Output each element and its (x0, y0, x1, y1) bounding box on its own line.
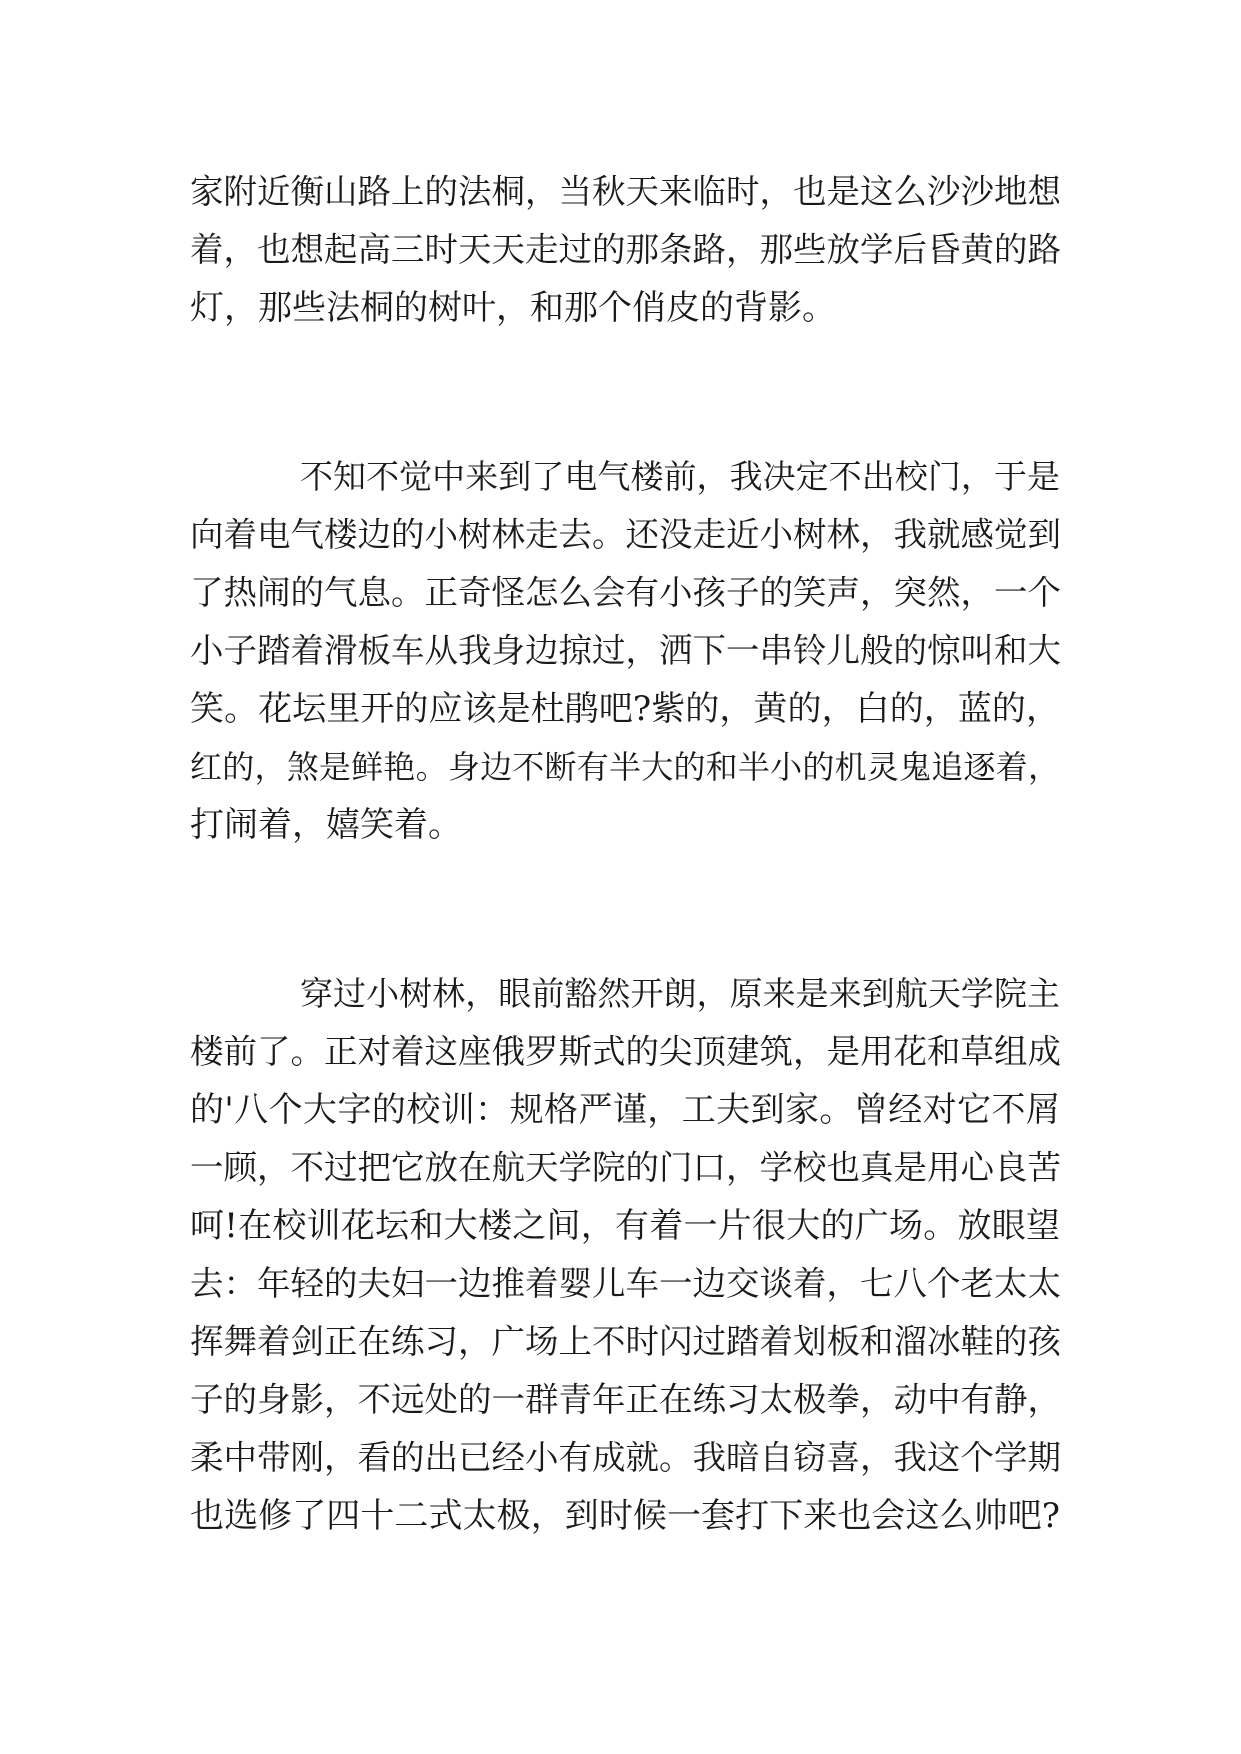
paragraph-2-line-5: 笑。花坛里开的应该是杜鹃吧?紫的，黄的，白的，蓝的， (190, 689, 1060, 729)
paragraph-3-line-2: 楼前了。正对着这座俄罗斯式的尖顶建筑，是用花和草组成 (190, 1032, 1061, 1071)
paragraph-2-line-3: 了热闹的气息。正奇怪怎么会有小孩子的笑声，突然，一个 (190, 573, 1061, 612)
paragraph-3-line-1: 穿过小树林，眼前豁然开朗，原来是来到航天学院主 (300, 974, 1060, 1013)
paragraph-1-line-3: 灯，那些法桐的树叶，和那个俏皮的背影。 (190, 288, 836, 328)
paragraph-3-line-9: 柔中带刚，看的出已经小有成就。我暗自窃喜，我这个学期 (190, 1438, 1061, 1477)
paragraph-2-line-4: 小子踏着滑板车从我身边掠过，洒下一串铃儿般的惊叫和大 (190, 631, 1061, 670)
paragraph-3-line-10: 也选修了四十二式太极，到时候一套打下来也会这么帅吧? (190, 1496, 1060, 1536)
paragraph-1-line-1: 家附近衡山路上的法桐，当秋天来临时，也是这么沙沙地想 (190, 172, 1061, 211)
paragraph-3-line-6: 去：年轻的夫妇一边推着婴儿车一边交谈着，七八个老太太 (190, 1264, 1061, 1303)
paragraph-2-line-7: 打闹着，嬉笑着。 (190, 805, 462, 845)
paragraph-3-line-8: 子的身影，不远处的一群青年正在练习太极拳，动中有静， (190, 1380, 1061, 1419)
paragraph-2-line-2: 向着电气楼边的小树林走去。还没走近小树林，我就感觉到 (190, 515, 1061, 554)
paragraph-3-line-7: 挥舞着剑正在练习，广场上不时闪过踏着划板和溜冰鞋的孩 (190, 1322, 1061, 1361)
paragraph-1-line-2: 着，也想起高三时天天走过的那条路，那些放学后昏黄的路 (190, 230, 1061, 269)
paragraph-3-line-5: 呵!在校训花坛和大楼之间，有着一片很大的广场。放眼望 (190, 1206, 1060, 1246)
paragraph-3-line-4: 一顾，不过把它放在航天学院的门口，学校也真是用心良苦 (190, 1148, 1061, 1187)
paragraph-2-line-1: 不知不觉中来到了电气楼前，我决定不出校门，于是 (300, 457, 1060, 496)
paragraph-3-line-3: 的'八个大字的校训：规格严谨，工夫到家。曾经对它不屑 (190, 1090, 1060, 1130)
paragraph-2-line-6: 红的，煞是鲜艳。身边不断有半大的和半小的机灵鬼追逐着， (190, 748, 1060, 786)
